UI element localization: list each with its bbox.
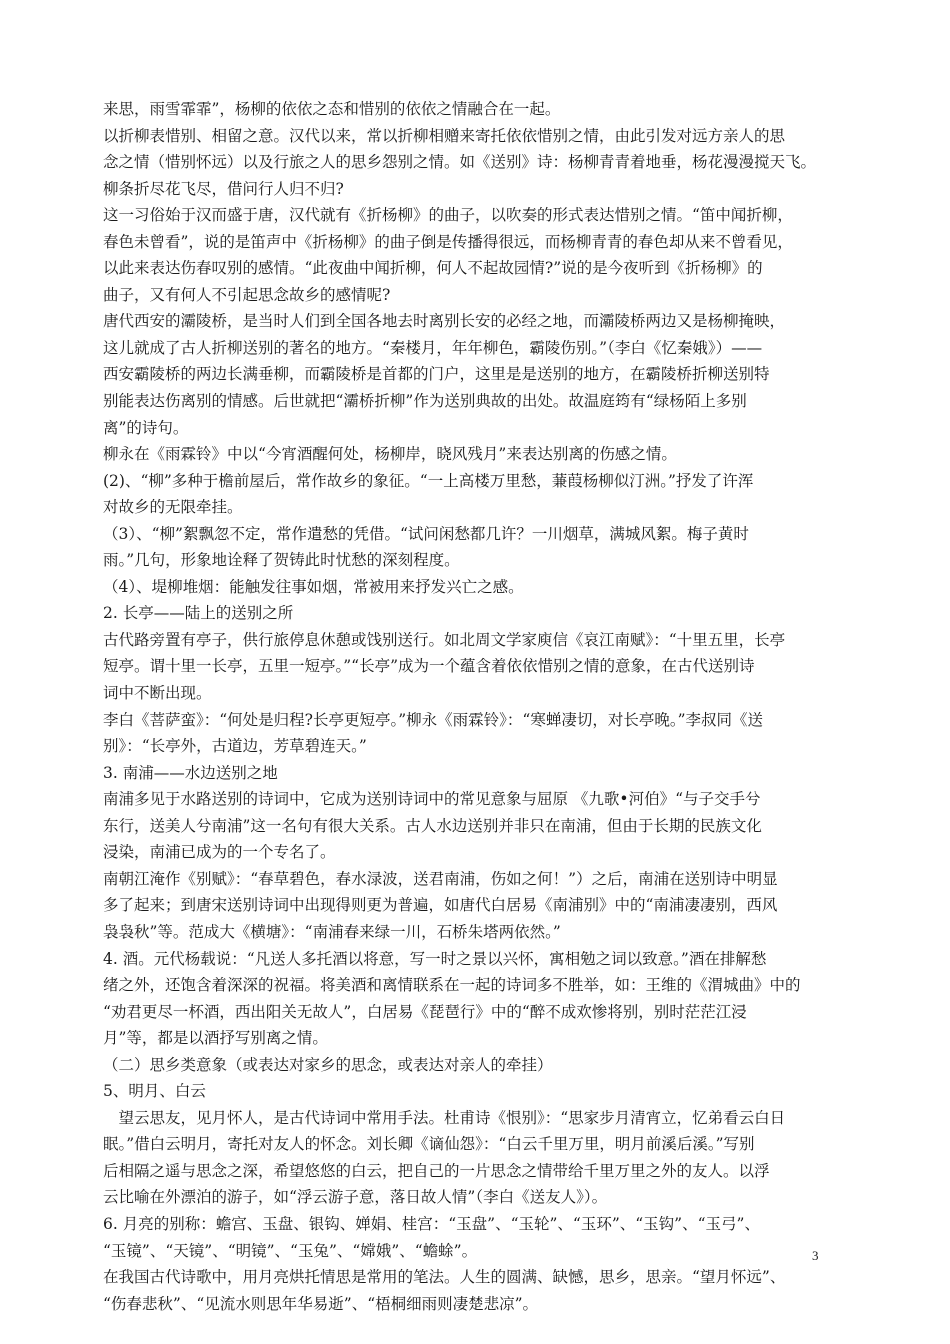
text-line: (2)、“柳”多种于檐前屋后，常作故乡的象征。“一上高楼万里愁，蒹葭杨柳似汀洲。”抒发了许浑 <box>103 471 754 490</box>
text-line: 3. 南浦——水边送别之地 <box>103 763 278 782</box>
text-line: 对故乡的无限牵挂。 <box>103 498 243 517</box>
text-line: 东行，送美人兮南浦”这一名句有很大关系。古人水边送别并非只在南浦，但由于长期的民族文化 <box>103 816 762 835</box>
text-line: 这儿就成了古人折柳送别的著名的地方。“秦楼月，年年柳色，霸陵伤别。”（李白《忆秦娥》）—— <box>103 338 763 357</box>
text-line: 袅袅秋”等。范成大《横塘》：“南浦春来绿一川，石桥朱塔两依然。” <box>103 922 561 941</box>
text-line: 以折柳表惜别、相留之意。汉代以来，常以折柳相赠来寄托依依惜别之情，由此引发对远方亲人的思 <box>103 126 786 145</box>
text-line: 浸染，南浦已成为的一个专名了。 <box>103 843 336 862</box>
text-line: （3）、“柳”絮飘忽不定，常作遣愁的凭借。“试问闲愁都几许？一川烟草，满城风絮。梅子黄时 <box>103 524 749 543</box>
text-line: “伤春悲秋”、“见流水则思年华易逝”、“梧桐细雨则凄楚悲凉”。 <box>103 1294 539 1313</box>
text-line: 6. 月亮的别称：蟾宫、玉盘、银钩、婵娟、桂宫：“玉盘”、“玉轮”、“玉环”、“玉钩”、“玉弓”、 <box>103 1214 760 1233</box>
text-line: 5、明月、白云 <box>103 1082 206 1101</box>
text-line: 柳永在《雨霖铃》中以“今宵酒醒何处，杨柳岸，晓风残月”来表达别离的伤感之情。 <box>103 445 677 464</box>
text-line: 4. 酒。元代杨载说：“凡送人多托酒以将意，写一时之景以兴怀，寓相勉之词以致意。”酒在排解愁 <box>103 949 767 968</box>
page-number: 3 <box>812 1248 819 1263</box>
text-line: 念之情（惜别怀远）以及行旅之人的思乡怨别之情。如《送别》诗：杨柳青青着地垂，杨花漫漫搅天飞。 <box>103 153 817 172</box>
text-line: 云比喻在外漂泊的游子，如“浮云游子意，落日故人情”（李白《送友人》）。 <box>103 1188 608 1207</box>
text-line: 来思，雨雪霏霏”，杨柳的依依之态和惜别的依依之情融合在一起。 <box>103 100 561 118</box>
text-line: 这一习俗始于汉而盛于唐，汉代就有《折杨柳》的曲子，以吹奏的形式表达惜别之情。“笛中闻折柳， <box>103 206 793 225</box>
text-line: （4）、堤柳堆烟：能触发往事如烟，常被用来抒发兴亡之感。 <box>103 577 524 596</box>
text-line: “劝君更尽一杯酒，西出阳关无故人”，白居易《琵琶行》中的“醉不成欢惨将别，别时茫茫江浸 <box>103 1002 747 1021</box>
text-line: 雨。”几句，形象地诠释了贺铸此时忧愁的深刻程度。 <box>103 551 460 570</box>
text-line: 词中不断出现。 <box>103 684 212 703</box>
text-line: 在我国古代诗歌中，用月亮烘托情思是常用的笔法。人生的圆满、缺憾，思乡，思亲。“望月怀远”、 <box>103 1268 786 1287</box>
text-line: 南朝江淹作《别赋》：“春草碧色，春水渌波，送君南浦，伤如之何！”）之后，南浦在送别诗中明显 <box>103 869 778 888</box>
text-line: 古代路旁置有亭子，供行旅停息休憩或饯别送行。如北周文学家庾信《哀江南赋》：“十里五里，长亭 <box>103 630 786 649</box>
text-line: 西安霸陵桥的两边长满垂柳，而霸陵桥是首都的门户，这里是是送别的地方，在霸陵桥折柳送别特 <box>103 365 770 384</box>
text-line: 望云思友，见月怀人，是古代诗词中常用手法。杜甫诗《恨别》：“思家步月清宵立，忆弟看云白日 <box>103 1108 786 1127</box>
text-line: 以此来表达伤春叹别的感情。“此夜曲中闻折柳，何人不起故园情?”说的是今夜听到《折杨柳》的 <box>103 259 763 278</box>
text-line: 春色未曾看”，说的是笛声中《折杨柳》的曲子倒是传播得很远，而杨柳青青的春色却从来不曾看见， <box>103 232 793 251</box>
text-line: 李白《菩萨蛮》：“何处是归程?长亭更短亭。”柳永《雨霖铃》：“寒蝉凄切，对长亭晚。”李叔同《送 <box>103 710 764 729</box>
text-line: 短亭。谓十里一长亭，五里一短亭。”“长亭”成为一个蕴含着依依惜别之情的意象，在古代送别诗 <box>103 657 755 676</box>
text-line: 离”的诗句。 <box>103 418 189 437</box>
text-line: （二）思乡类意象（或表达对家乡的思念，或表达对亲人的牵挂） <box>103 1055 553 1074</box>
text-line: 别》：“长亭外，古道边，芳草碧连天。” <box>103 737 367 756</box>
text-line: 唐代西安的灞陵桥，是当时人们到全国各地去时离别长安的必经之地，而灞陵桥两边又是杨柳掩映， <box>103 312 786 331</box>
text-line: 2. 长亭——陆上的送别之所 <box>103 604 294 623</box>
text-line: 后相隔之遥与思念之深，希望悠悠的白云，把自己的一片思念之情带给千里万里之外的友人。以浮 <box>103 1161 770 1180</box>
text-line: 月”等，都是以酒抒写别离之情。 <box>103 1029 328 1048</box>
text-line: 眠。”借白云明月，寄托对友人的怀念。刘长卿《谪仙怨》：“白云千里万里，明月前溪后溪。”写别 <box>103 1135 755 1154</box>
text-line: 南浦多见于水路送别的诗词中，它成为送别诗词中的常见意象与屈原 《九歌•河伯》“与子交手兮 <box>103 790 761 809</box>
text-line: 曲子，又有何人不引起思念故乡的感情呢? <box>103 285 391 304</box>
text-line: 绪之外，还饱含着深深的祝福。将美酒和离情联系在一起的诗词多不胜举，如：王维的《渭城曲》中的 <box>103 976 801 995</box>
text-line: 多了起来；到唐宋送别诗词中出现得则更为普遍，如唐代白居易《南浦别》中的“南浦凄凄别，西风 <box>103 896 778 915</box>
text-line: “玉镜”、“天镜”、“明镜”、“玉兔”、“嫦娥”、“蟾蜍”。 <box>103 1241 478 1260</box>
text-line: 别能表达伤离别的情感。后世就把“灞桥折柳”作为送别典故的出处。故温庭筠有“绿杨陌上多别 <box>103 392 747 411</box>
text-line: 柳条折尽花飞尽，借问行人归不归? <box>103 179 344 198</box>
body-text <box>103 96 883 1317</box>
